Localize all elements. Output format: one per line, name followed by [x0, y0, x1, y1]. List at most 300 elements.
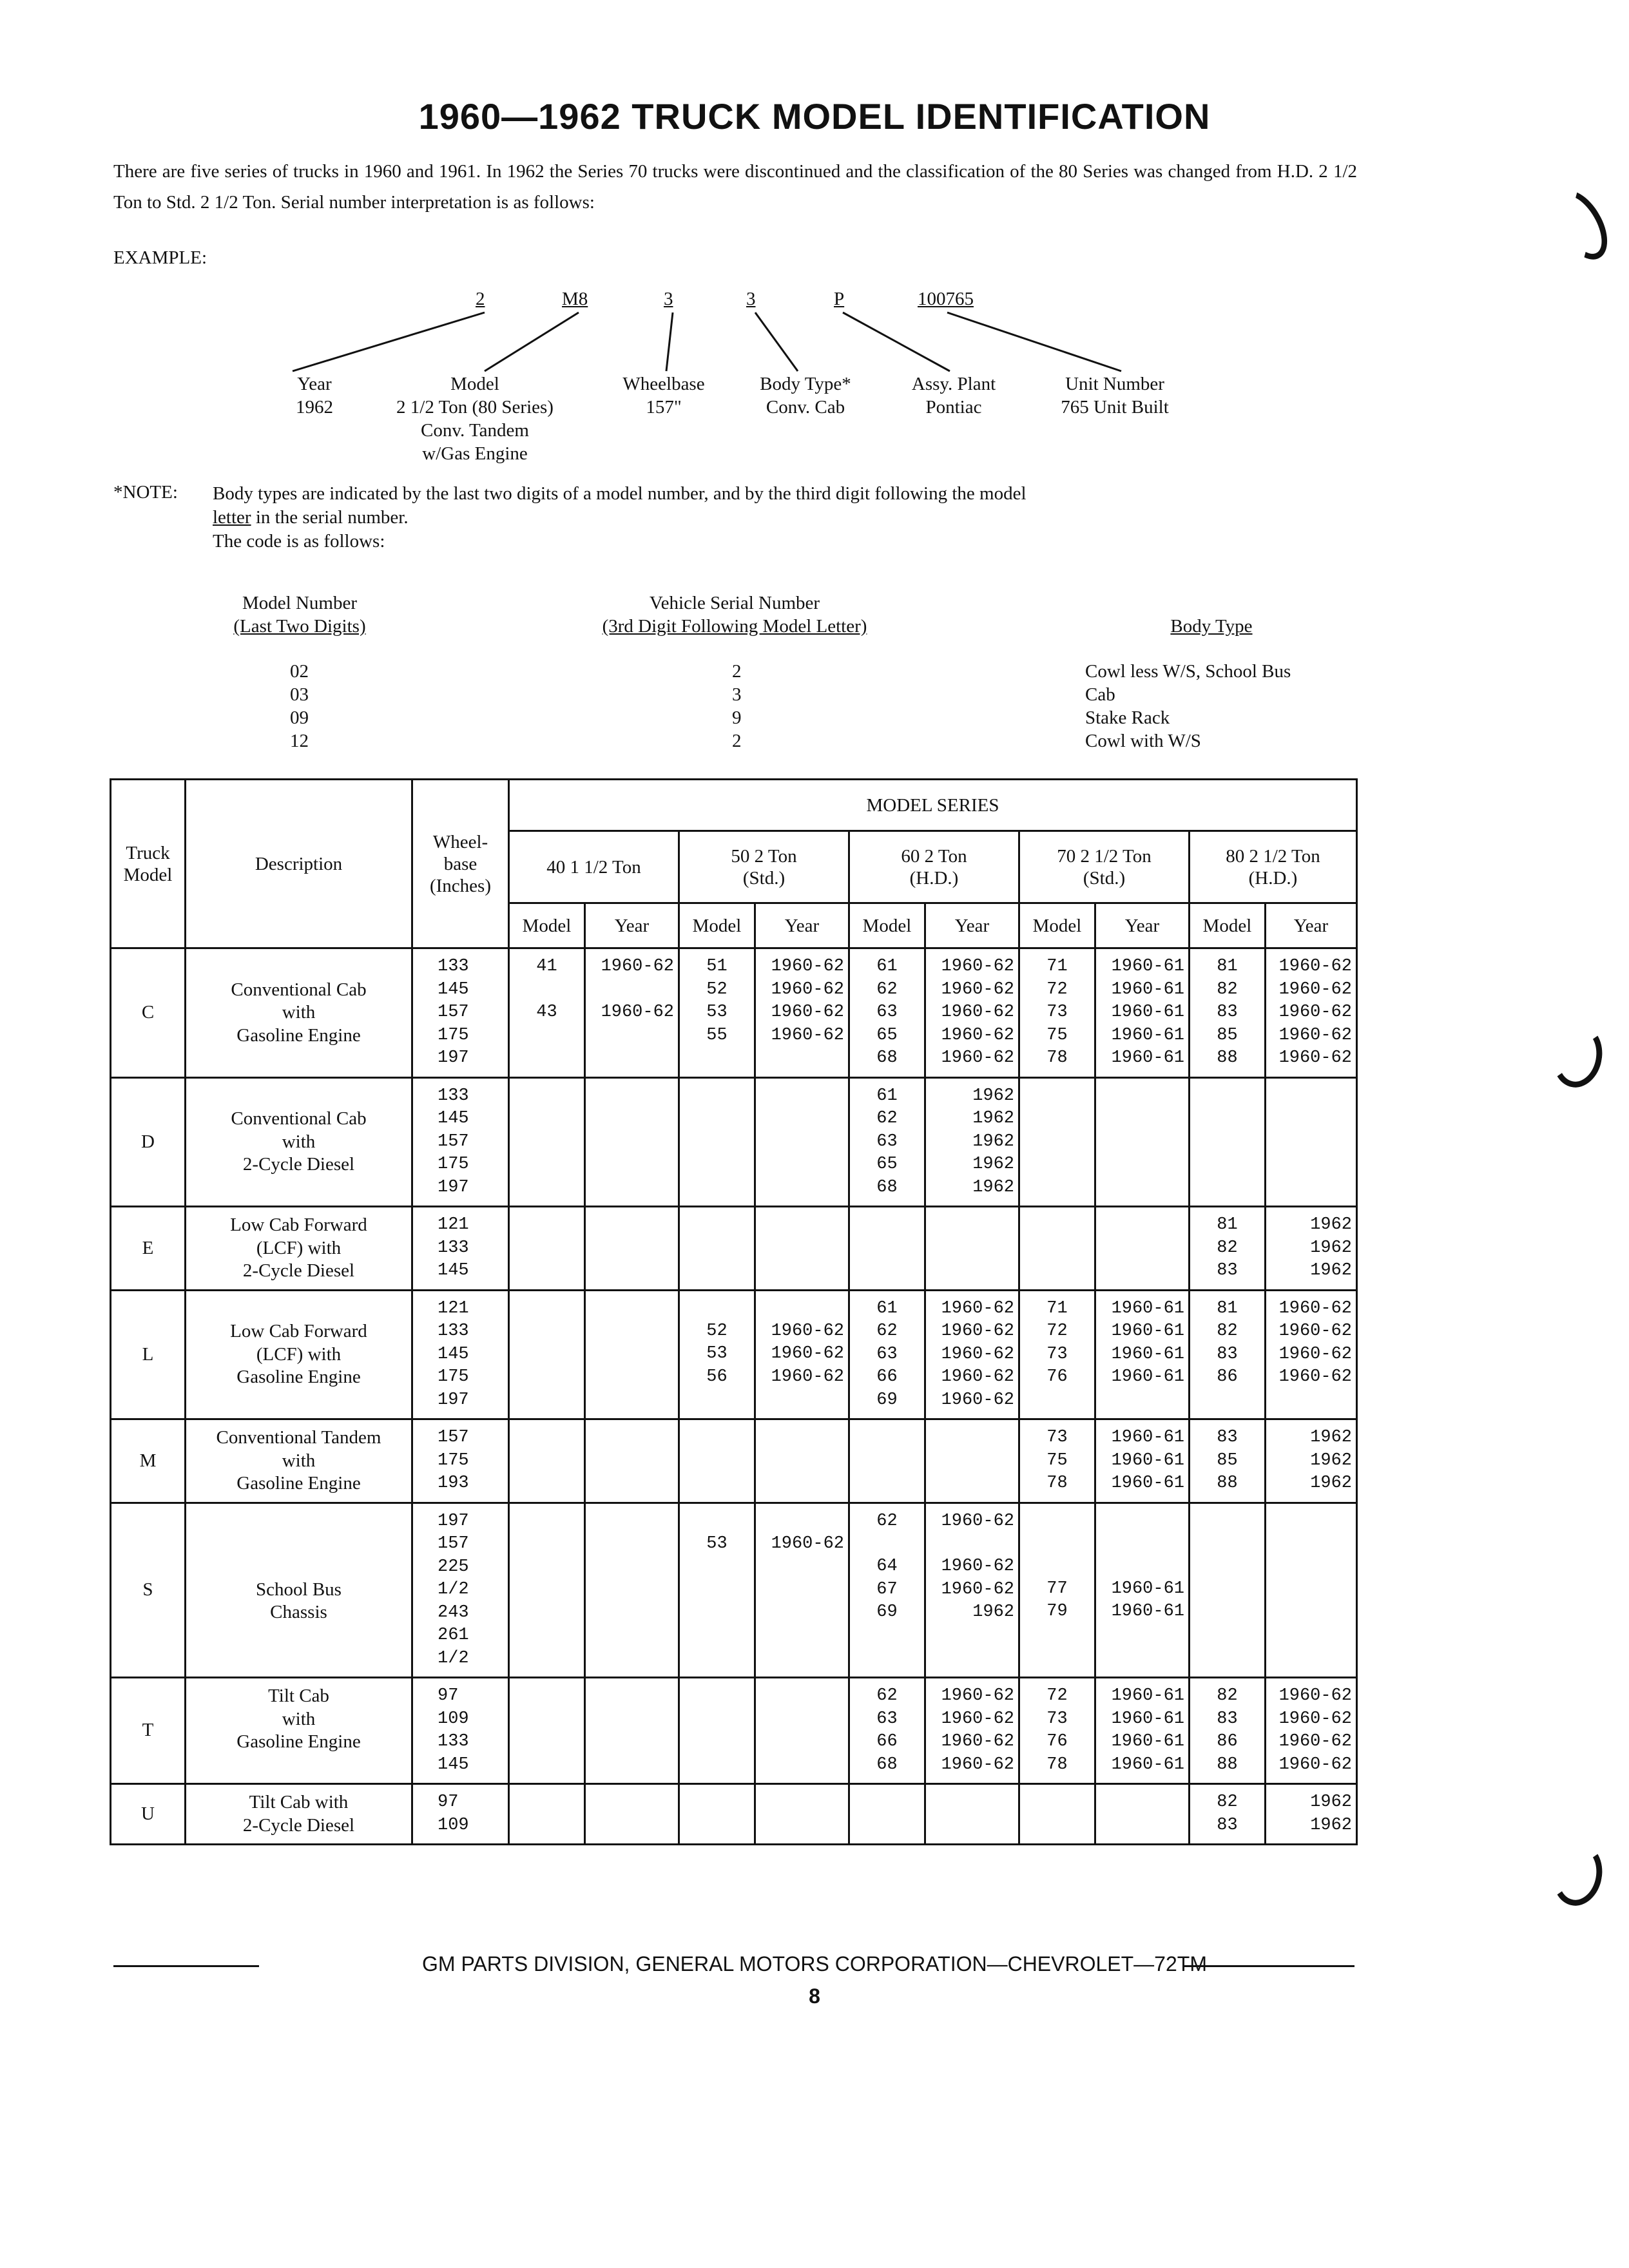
table-cell — [926, 1427, 1014, 1449]
table-cell: 43 — [536, 1002, 557, 1022]
model-column-cell — [679, 1678, 755, 1784]
table-cell: 1960-62 — [941, 1321, 1014, 1341]
table-cell — [586, 1600, 674, 1623]
table-cell: 1960-61 — [1111, 957, 1184, 976]
model-column-cell — [1019, 1678, 1095, 1784]
header-truck-model: Truck Model — [111, 780, 186, 948]
table-cell — [756, 1510, 844, 1533]
header-wheelbase: Wheel- base (Inches) — [412, 780, 509, 948]
page-title: 1960—1962 TRUCK MODEL IDENTIFICATION — [418, 96, 1211, 137]
table-cell — [1096, 1259, 1184, 1282]
code-cell: 3 — [732, 684, 742, 705]
table-cell: 72 — [1046, 1686, 1068, 1706]
year-column-cell — [925, 1678, 1019, 1784]
model-column-cell — [1190, 1678, 1266, 1784]
table-cell — [926, 1259, 1014, 1282]
table-cell: 69 — [876, 1390, 898, 1410]
table-cell: 1962 — [1310, 1815, 1352, 1835]
table-cell: 1962 — [972, 1086, 1014, 1106]
model-column-cell — [509, 1503, 585, 1678]
table-cell: 88 — [1217, 1754, 1238, 1774]
header-model-series: MODEL SERIES — [509, 780, 1357, 831]
table-cell — [756, 1259, 844, 1282]
truck-model-code: E — [111, 1207, 186, 1291]
table-row — [111, 1077, 1357, 1207]
code-cell: 03 — [290, 684, 309, 705]
model-column-cell — [849, 1678, 925, 1784]
table-cell — [926, 1236, 1014, 1259]
binder-hole-mark — [1548, 1839, 1607, 1910]
table-cell: 62 — [876, 1511, 898, 1531]
page-number: 8 — [809, 1984, 820, 2008]
table-cell: 78 — [1046, 1048, 1068, 1068]
table-cell — [586, 1388, 674, 1410]
wheelbase-column-cell — [412, 1290, 509, 1419]
table-cell — [680, 1600, 754, 1623]
intro-paragraph: There are five series of trucks in 1960 and 1961. In 1962 the Series 70 trucks were discontinued and the classification of the 80 Series was changed from H.D. 2 1/2 Ton to Std. 2 1/2 Ton. Serial number interpretation is as follows: — [113, 161, 1357, 213]
table-cell — [510, 1600, 584, 1623]
table-cell: 1960-62 — [1278, 1367, 1352, 1387]
model-column-cell — [849, 1290, 925, 1419]
table-cell: 73 — [1046, 1428, 1068, 1447]
table-cell — [1096, 1085, 1184, 1108]
header-description: Description — [186, 780, 412, 948]
table-cell: 69 — [876, 1602, 898, 1622]
table-cell — [680, 1685, 754, 1707]
table-cell — [586, 1427, 674, 1449]
table-cell — [586, 1298, 674, 1320]
table-cell — [586, 1791, 674, 1814]
table-cell — [1096, 1510, 1184, 1533]
table-cell — [1020, 1555, 1094, 1578]
table-cell — [680, 1047, 754, 1070]
table-cell — [1266, 1578, 1352, 1600]
table-row — [111, 1207, 1357, 1291]
table-cell — [1190, 1533, 1264, 1555]
serial-label-body-type: Body Type* Conv. Cab — [760, 374, 851, 418]
table-cell: 82 — [1217, 1792, 1238, 1812]
model-column-cell — [1019, 1419, 1095, 1503]
table-cell: 1960-62 — [1278, 979, 1352, 999]
table-cell — [926, 1449, 1014, 1472]
wheelbase-column-cell — [412, 1678, 509, 1784]
table-cell: 66 — [876, 1732, 898, 1751]
table-cell: 53 — [706, 1344, 728, 1363]
model-column-cell — [849, 948, 925, 1078]
year-column-cell — [1266, 1784, 1357, 1845]
year-column-cell — [755, 1503, 849, 1678]
code-col-body-type — [1085, 660, 1291, 753]
year-column-cell — [1095, 1503, 1190, 1678]
table-cell: 1960-62 — [1278, 1344, 1352, 1364]
table-cell: 1962 — [1310, 1215, 1352, 1235]
year-column-cell — [1266, 1207, 1357, 1291]
model-column-cell — [1190, 1290, 1266, 1419]
table-cell: 175 — [438, 1025, 469, 1045]
table-cell: 68 — [876, 1754, 898, 1774]
table-cell: 1960-62 — [941, 1754, 1014, 1774]
table-cell: 197 — [438, 1390, 469, 1410]
table-cell: 175 — [438, 1367, 469, 1387]
table-cell: 1962 — [1310, 1261, 1352, 1280]
table-cell — [586, 1108, 674, 1130]
table-cell — [850, 1259, 924, 1282]
table-cell — [586, 979, 674, 1001]
table-cell — [510, 1449, 584, 1472]
table-cell — [756, 1108, 844, 1130]
table-cell: 133 — [438, 957, 469, 976]
table-cell: 62 — [876, 1321, 898, 1341]
table-cell — [1266, 1600, 1352, 1623]
serial-label-wheelbase: Wheelbase 157" — [622, 374, 705, 418]
table-cell — [510, 1024, 584, 1046]
table-cell — [510, 1685, 584, 1707]
model-column-cell — [1190, 1207, 1266, 1291]
table-cell: 82 — [1217, 1238, 1238, 1258]
year-column-cell — [1095, 1419, 1190, 1503]
table-cell: 1960-62 — [941, 979, 1014, 999]
table-cell — [756, 1791, 844, 1814]
table-cell — [1020, 1814, 1094, 1836]
table-cell — [510, 1814, 584, 1836]
table-cell: 97 — [438, 1792, 459, 1812]
table-cell: 1960-62 — [941, 1344, 1014, 1364]
table-cell: 1960-61 — [1111, 1367, 1184, 1387]
table-cell — [756, 1153, 844, 1175]
table-cell: 52 — [706, 979, 728, 999]
year-column-cell — [755, 1290, 849, 1419]
table-cell — [850, 1533, 924, 1555]
table-cell: 53 — [706, 1533, 728, 1553]
table-cell — [586, 1153, 674, 1175]
table-cell: 55 — [706, 1025, 728, 1045]
table-cell: 71 — [1046, 957, 1068, 976]
table-cell: 78 — [1046, 1474, 1068, 1493]
table-cell — [1266, 1555, 1352, 1578]
code-header-model-number: Model Number (Last Two Digits) — [233, 593, 366, 637]
table-cell: 97 — [438, 1686, 459, 1706]
year-column-cell — [755, 1419, 849, 1503]
table-cell — [510, 1108, 584, 1130]
table-cell: 83 — [1217, 1428, 1238, 1447]
table-cell: 1960-61 — [1111, 979, 1184, 999]
footer-text: GM PARTS DIVISION, GENERAL MOTORS CORPORATION—CHEVROLET—72TM — [422, 1952, 1207, 1975]
table-cell: 133 — [438, 1238, 469, 1258]
truck-description: Tilt Cab with 2-Cycle Diesel — [186, 1784, 412, 1845]
table-cell: 82 — [1217, 1686, 1238, 1706]
table-cell: 1960-62 — [1278, 1686, 1352, 1706]
model-column-cell — [849, 1207, 925, 1291]
table-cell: 67 — [876, 1579, 898, 1599]
table-cell: 72 — [1046, 979, 1068, 999]
table-cell: 121 — [438, 1215, 469, 1235]
table-cell — [756, 1600, 844, 1623]
table-cell — [586, 1753, 674, 1775]
table-cell — [586, 1214, 674, 1236]
code-cell: 9 — [732, 707, 742, 728]
table-cell — [510, 1130, 584, 1153]
year-column-cell — [1266, 948, 1357, 1078]
table-cell — [850, 1427, 924, 1449]
table-cell: 85 — [1217, 1025, 1238, 1045]
model-column-cell — [509, 1678, 585, 1784]
table-cell — [510, 1388, 584, 1410]
table-cell — [680, 1389, 754, 1411]
model-column-cell — [1190, 1784, 1266, 1845]
truck-description: Conventional Cab with 2-Cycle Diesel — [186, 1077, 412, 1207]
serial-label-year: Year 1962 — [296, 374, 333, 418]
year-column-cell — [585, 1077, 679, 1207]
serial-part-wheelbase: 3 — [664, 289, 673, 309]
table-cell — [586, 1555, 674, 1578]
table-cell: 1962 — [1310, 1474, 1352, 1493]
year-column-cell — [1266, 1678, 1357, 1784]
code-cell: Cowl less W/S, School Bus — [1085, 661, 1291, 682]
table-cell: 66 — [876, 1367, 898, 1387]
table-cell — [586, 1046, 674, 1069]
table-cell: 133 — [438, 1732, 469, 1751]
truck-model-code: C — [111, 948, 186, 1078]
model-column-cell — [509, 1784, 585, 1845]
table-cell — [756, 1427, 844, 1449]
table-cell — [926, 1814, 1014, 1836]
table-cell — [1096, 1555, 1184, 1578]
table-cell: 75 — [1046, 1450, 1068, 1470]
table-cell — [680, 1153, 754, 1175]
table-cell — [1190, 1578, 1264, 1600]
table-cell — [680, 1753, 754, 1775]
note-text: Body types are indicated by the last two digits of a model number, and by the third digit following the model letter in the serial number. The code is as follows: — [213, 483, 1027, 552]
table-cell: 197 — [438, 1048, 469, 1068]
table-cell: 86 — [1217, 1732, 1238, 1751]
table-cell — [1190, 1153, 1264, 1175]
model-column-cell — [849, 1419, 925, 1503]
year-column-cell — [925, 1290, 1019, 1419]
table-cell — [680, 1175, 754, 1198]
table-cell: 83 — [1217, 1709, 1238, 1729]
table-cell — [586, 1533, 674, 1555]
table-cell — [756, 1175, 844, 1198]
table-cell: 1960-61 — [1111, 1321, 1184, 1341]
year-column-cell — [1266, 1419, 1357, 1503]
table-cell: 1960-62 — [1278, 1003, 1352, 1022]
table-cell: 1960-62 — [941, 1367, 1014, 1387]
table-cell: 1960-62 — [941, 1557, 1014, 1576]
table-cell: 1960-62 — [1278, 957, 1352, 976]
table-cell: 197 — [438, 1511, 469, 1531]
table-cell: 1960-62 — [941, 1511, 1014, 1531]
table-cell — [510, 1472, 584, 1494]
table-cell: 1960-62 — [1278, 1321, 1352, 1341]
table-cell: 145 — [438, 1754, 469, 1774]
table-cell: 1960-62 — [941, 1003, 1014, 1022]
table-cell — [1020, 1214, 1094, 1236]
table-cell — [510, 1365, 584, 1388]
table-cell: 1962 — [1310, 1428, 1352, 1447]
table-cell — [1096, 1389, 1184, 1412]
code-cell: 09 — [290, 707, 309, 728]
table-cell — [510, 1753, 584, 1775]
table-cell: 82 — [1217, 1321, 1238, 1341]
table-cell — [510, 1320, 584, 1343]
year-column-cell — [925, 948, 1019, 1078]
model-column-cell — [679, 1290, 755, 1419]
header-year: Year — [1266, 903, 1357, 948]
table-cell — [756, 1449, 844, 1472]
table-cell — [680, 1214, 754, 1236]
truck-model-code: M — [111, 1419, 186, 1503]
table-cell — [586, 1365, 674, 1388]
table-cell — [586, 1236, 674, 1259]
table-cell: 1960-62 — [1278, 1754, 1352, 1774]
table-cell: 1960-61 — [1111, 1428, 1184, 1447]
table-cell — [510, 1343, 584, 1365]
table-cell: 75 — [1046, 1025, 1068, 1045]
table-cell — [1096, 1814, 1184, 1836]
table-cell — [1096, 1175, 1184, 1198]
table-cell — [1096, 1130, 1184, 1153]
table-cell: 1960-61 — [1111, 1602, 1184, 1621]
table-cell — [586, 1175, 674, 1198]
table-cell: 1960-62 — [771, 1003, 844, 1022]
table-cell — [850, 1236, 924, 1259]
table-cell: 63 — [876, 1003, 898, 1022]
model-column-cell — [509, 948, 585, 1078]
table-cell — [680, 1108, 754, 1130]
table-cell: 175 — [438, 1155, 469, 1174]
table-cell — [850, 1814, 924, 1836]
model-column-cell — [679, 948, 755, 1078]
truck-model-code: L — [111, 1290, 186, 1419]
table-cell — [1096, 1791, 1184, 1814]
table-cell — [1266, 1153, 1352, 1175]
table-cell — [756, 1298, 844, 1320]
header-series-3: 70 2 1/2 Ton (Std.) — [1019, 831, 1190, 903]
table-cell: 1960-62 — [941, 1686, 1014, 1706]
table-cell — [510, 1427, 584, 1449]
code-cell: 02 — [290, 661, 309, 682]
table-cell: 1960-62 — [1278, 1709, 1352, 1729]
table-cell — [1190, 1389, 1264, 1412]
table-cell: 1960-62 — [771, 1344, 844, 1363]
year-column-cell — [1266, 1077, 1357, 1207]
model-column-cell — [1019, 1784, 1095, 1845]
table-cell — [1266, 1130, 1352, 1153]
table-cell — [586, 1685, 674, 1707]
table-cell — [510, 979, 584, 1001]
table-cell — [510, 1730, 584, 1753]
table-cell — [510, 1085, 584, 1108]
table-row — [111, 1678, 1357, 1784]
wheelbase-column-cell — [412, 1784, 509, 1845]
truck-description: School Bus Chassis — [186, 1503, 412, 1678]
code-col-serial-digit — [732, 660, 742, 753]
table-cell: 197 — [438, 1177, 469, 1197]
table-cell — [680, 1555, 754, 1578]
table-cell: 1962 — [972, 1155, 1014, 1174]
year-column-cell — [755, 948, 849, 1078]
table-cell — [850, 1214, 924, 1236]
code-col-model-number — [290, 660, 309, 753]
table-cell — [586, 1130, 674, 1153]
table-cell: 41 — [536, 957, 557, 976]
model-column-cell — [1019, 1207, 1095, 1291]
code-header-body-type: Body Type — [1170, 616, 1253, 637]
table-cell: 79 — [1046, 1602, 1068, 1621]
table-cell — [1096, 1153, 1184, 1175]
year-column-cell — [925, 1503, 1019, 1678]
table-cell — [1266, 1510, 1352, 1533]
table-cell: 121 — [438, 1298, 469, 1318]
table-cell: 1962 — [972, 1177, 1014, 1197]
table-cell: 1962 — [1310, 1450, 1352, 1470]
table-cell — [586, 1730, 674, 1753]
table-cell — [756, 1047, 844, 1070]
table-cell: 145 — [438, 1261, 469, 1280]
model-column-cell — [1019, 1503, 1095, 1678]
table-cell: 77 — [1046, 1579, 1068, 1599]
table-cell — [1020, 1791, 1094, 1814]
table-cell — [680, 1130, 754, 1153]
table-cell: 1962 — [972, 1131, 1014, 1151]
table-cell — [926, 1472, 1014, 1494]
truck-model-code: T — [111, 1678, 186, 1784]
table-cell — [586, 1343, 674, 1365]
table-cell — [1020, 1259, 1094, 1282]
table-cell: 175 — [438, 1450, 469, 1470]
table-cell — [1020, 1389, 1094, 1412]
table-cell — [1020, 1130, 1094, 1153]
table-cell: 157 — [438, 1534, 469, 1553]
table-cell: 1960-62 — [1278, 1298, 1352, 1318]
table-cell — [586, 1578, 674, 1600]
table-cell: 157 — [438, 1428, 469, 1447]
header-year: Year — [755, 903, 849, 948]
table-cell: 109 — [438, 1815, 469, 1835]
table-cell — [756, 1389, 844, 1411]
table-cell — [756, 1085, 844, 1108]
year-column-cell — [755, 1207, 849, 1291]
model-column-cell — [1019, 1077, 1095, 1207]
table-cell: 157 — [438, 1003, 469, 1022]
year-column-cell — [585, 1419, 679, 1503]
table-cell: 1960-61 — [1111, 1579, 1184, 1599]
table-cell — [510, 1046, 584, 1069]
wheelbase-column-cell — [412, 948, 509, 1078]
table-cell: 1960-62 — [601, 957, 674, 976]
truck-description: Low Cab Forward (LCF) with Gasoline Engine — [186, 1290, 412, 1419]
model-column-cell — [679, 1503, 755, 1678]
code-header-serial-digit: Vehicle Serial Number (3rd Digit Following Model Letter) — [602, 593, 867, 637]
table-cell — [510, 1510, 584, 1533]
table-cell: 1960-62 — [1278, 1025, 1352, 1045]
table-cell: 53 — [706, 1003, 728, 1022]
code-cell: 2 — [732, 731, 742, 751]
table-cell: 1960-61 — [1111, 1450, 1184, 1470]
table-cell: 1960-61 — [1111, 1754, 1184, 1774]
year-column-cell — [1266, 1503, 1357, 1678]
table-cell — [510, 1555, 584, 1578]
table-cell: 1962 — [972, 1109, 1014, 1128]
table-cell: 85 — [1217, 1450, 1238, 1470]
table-cell: 68 — [876, 1048, 898, 1068]
table-cell: 73 — [1046, 1344, 1068, 1364]
table-cell — [756, 1555, 844, 1578]
table-cell: 1960-62 — [771, 957, 844, 976]
table-cell — [1020, 1153, 1094, 1175]
model-column-cell — [1190, 1077, 1266, 1207]
table-cell — [586, 1320, 674, 1343]
